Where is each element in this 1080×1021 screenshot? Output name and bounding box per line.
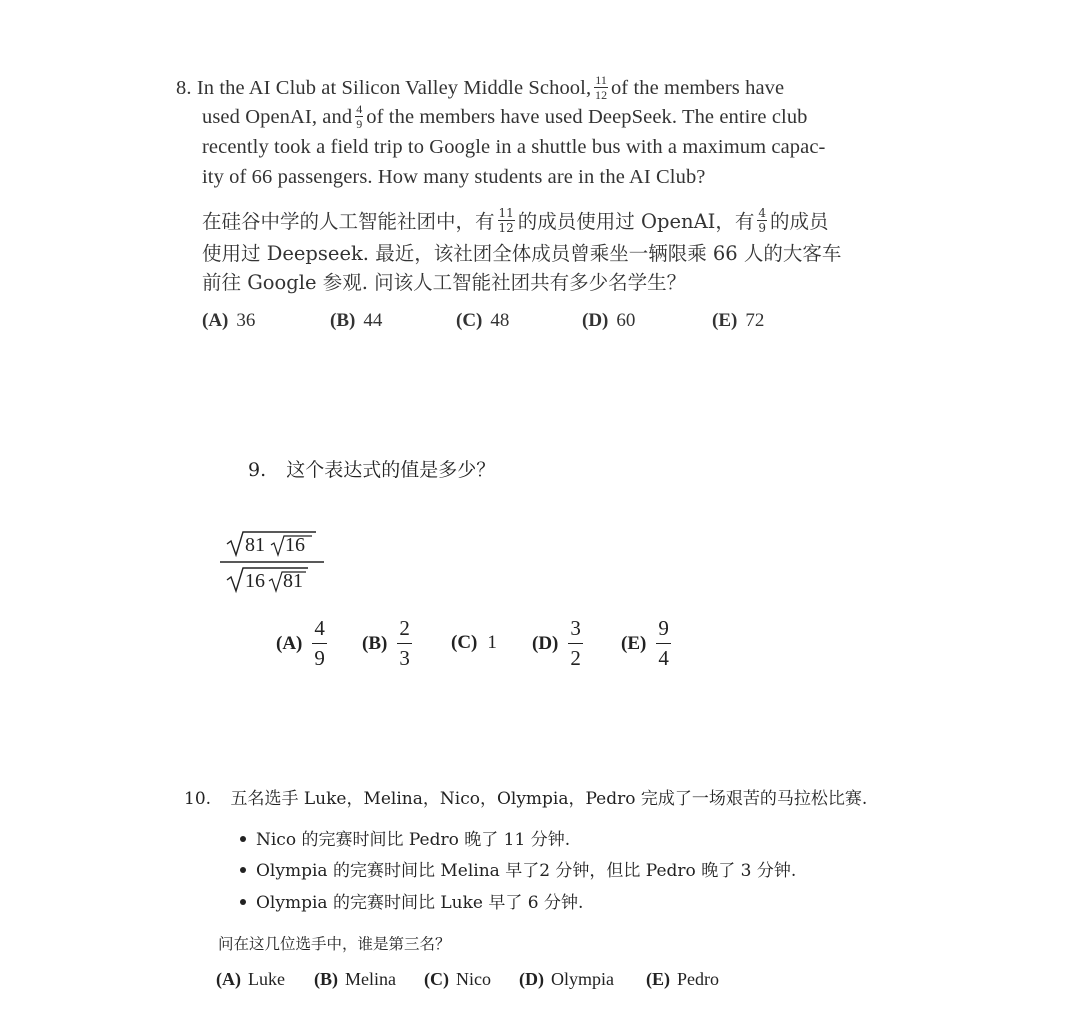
problem-9-choice-e[interactable]: (E) $\frac{9}{4}$: [621, 616, 669, 670]
bullet-dot: [240, 867, 246, 873]
fraction-four-ninths: $\frac{4}{9}$: [356, 102, 363, 131]
fraction: $\frac{9}{4}$: [658, 616, 669, 670]
problem-9-choice-c[interactable]: (C) 1: [451, 632, 497, 653]
expression-svg: [220, 528, 328, 598]
fraction: $\frac{2}{3}$: [399, 616, 410, 670]
problem-10-bullet-1: Nico 的完赛时间比 Pedro 晚了 11 分钟.: [240, 825, 570, 850]
problem-9-choice-b[interactable]: (B) $\frac{2}{3}$: [362, 616, 410, 670]
problem-8-choice-c[interactable]: (C) 48: [456, 310, 510, 331]
problem-8-choice-a[interactable]: (A) 36: [202, 310, 256, 331]
problem-8-choice-b[interactable]: (B) 44: [330, 310, 383, 331]
denominator-inner-value: 81: [283, 570, 303, 592]
denominator-outer-value: 16: [245, 570, 265, 592]
problem-10-intro: 10. 五名选手 Luke，Melina，Nico，Olympia，Pedro 完成了一场艰苦的马拉松比赛.: [184, 789, 868, 809]
problem-8-choice-d[interactable]: (D) 60: [582, 310, 636, 331]
problem-10-bullet-3: Olympia 的完赛时间比 Luke 早了 6 分钟.: [240, 888, 583, 913]
problem-10-choice-c[interactable]: (C) Nico: [424, 969, 491, 989]
problem-9-question: 这个表达式的值是多少？: [286, 459, 496, 481]
fraction-eleven-twelfths-zh: $\frac{11}{12}$: [498, 206, 514, 235]
problem-8-english-line-4: ity of 66 passengers. How many students are in the AI Club?: [202, 166, 706, 188]
problem-8-chinese-line-1: 在硅谷中学的人工智能社团中，有 $\frac{11}{12}$ 的成员使用过 OpenAI，有 $\frac{4}{9}$ 的成员: [202, 206, 829, 235]
problem-9-choice-d[interactable]: (D) $\frac{3}{2}$: [532, 616, 581, 670]
expression-fraction: [220, 528, 328, 603]
problem-8-choice-e[interactable]: (E) 72: [712, 310, 765, 331]
problem-9-choice-a[interactable]: (A) $\frac{4}{9}$: [276, 616, 325, 670]
bullet-dot: [240, 836, 246, 842]
problem-10-choice-e[interactable]: (E) Pedro: [646, 969, 719, 989]
problem-8-english-line-3: recently took a field trip to Google in a shuttle bus with a maximum capac-: [202, 136, 826, 158]
problem-8-chinese-line-2: 使用过 Deepseek. 最近，该社团全体成员曾乘坐一辆限乘 66 人的大客车: [202, 242, 842, 265]
problem-10-choice-d[interactable]: (D) Olympia: [519, 969, 614, 989]
problem-number: 10.: [184, 789, 212, 809]
problem-10-choice-a[interactable]: (A) Luke: [216, 969, 285, 989]
fraction: $\frac{3}{2}$: [570, 616, 581, 670]
numerator-outer-value: 81: [245, 534, 265, 556]
problem-8-english-line-1: 8. In the AI Club at Silicon Valley Middle School, $\frac{11}{12}$ of the members have: [176, 73, 785, 102]
problem-8-chinese-line-3: 前往 Google 参观. 问该人工智能社团共有多少名学生？: [202, 271, 687, 294]
problem-10-bullet-2: Olympia 的完赛时间比 Melina 早了2 分钟，但比 Pedro 晚了 3 分钟.: [240, 856, 796, 881]
problem-9-heading: [248, 455, 495, 482]
fraction-four-ninths-zh: $\frac{4}{9}$: [758, 206, 766, 235]
problem-number: 9.: [248, 459, 267, 481]
fraction-eleven-twelfths: $\frac{11}{12}$: [594, 73, 608, 102]
fraction: $\frac{4}{9}$: [314, 616, 325, 670]
problem-8-english-line-2: used OpenAI, and $\frac{4}{9}$ of the members have used DeepSeek. The entire club: [202, 102, 808, 131]
bullet-dot: [240, 899, 246, 905]
problem-10-question: 问在这几位选手中，谁是第三名？: [218, 935, 451, 953]
problem-number: 8.: [176, 77, 192, 100]
problem-10-choice-b[interactable]: (B) Melina: [314, 969, 396, 989]
numerator-inner-value: 16: [285, 534, 305, 556]
